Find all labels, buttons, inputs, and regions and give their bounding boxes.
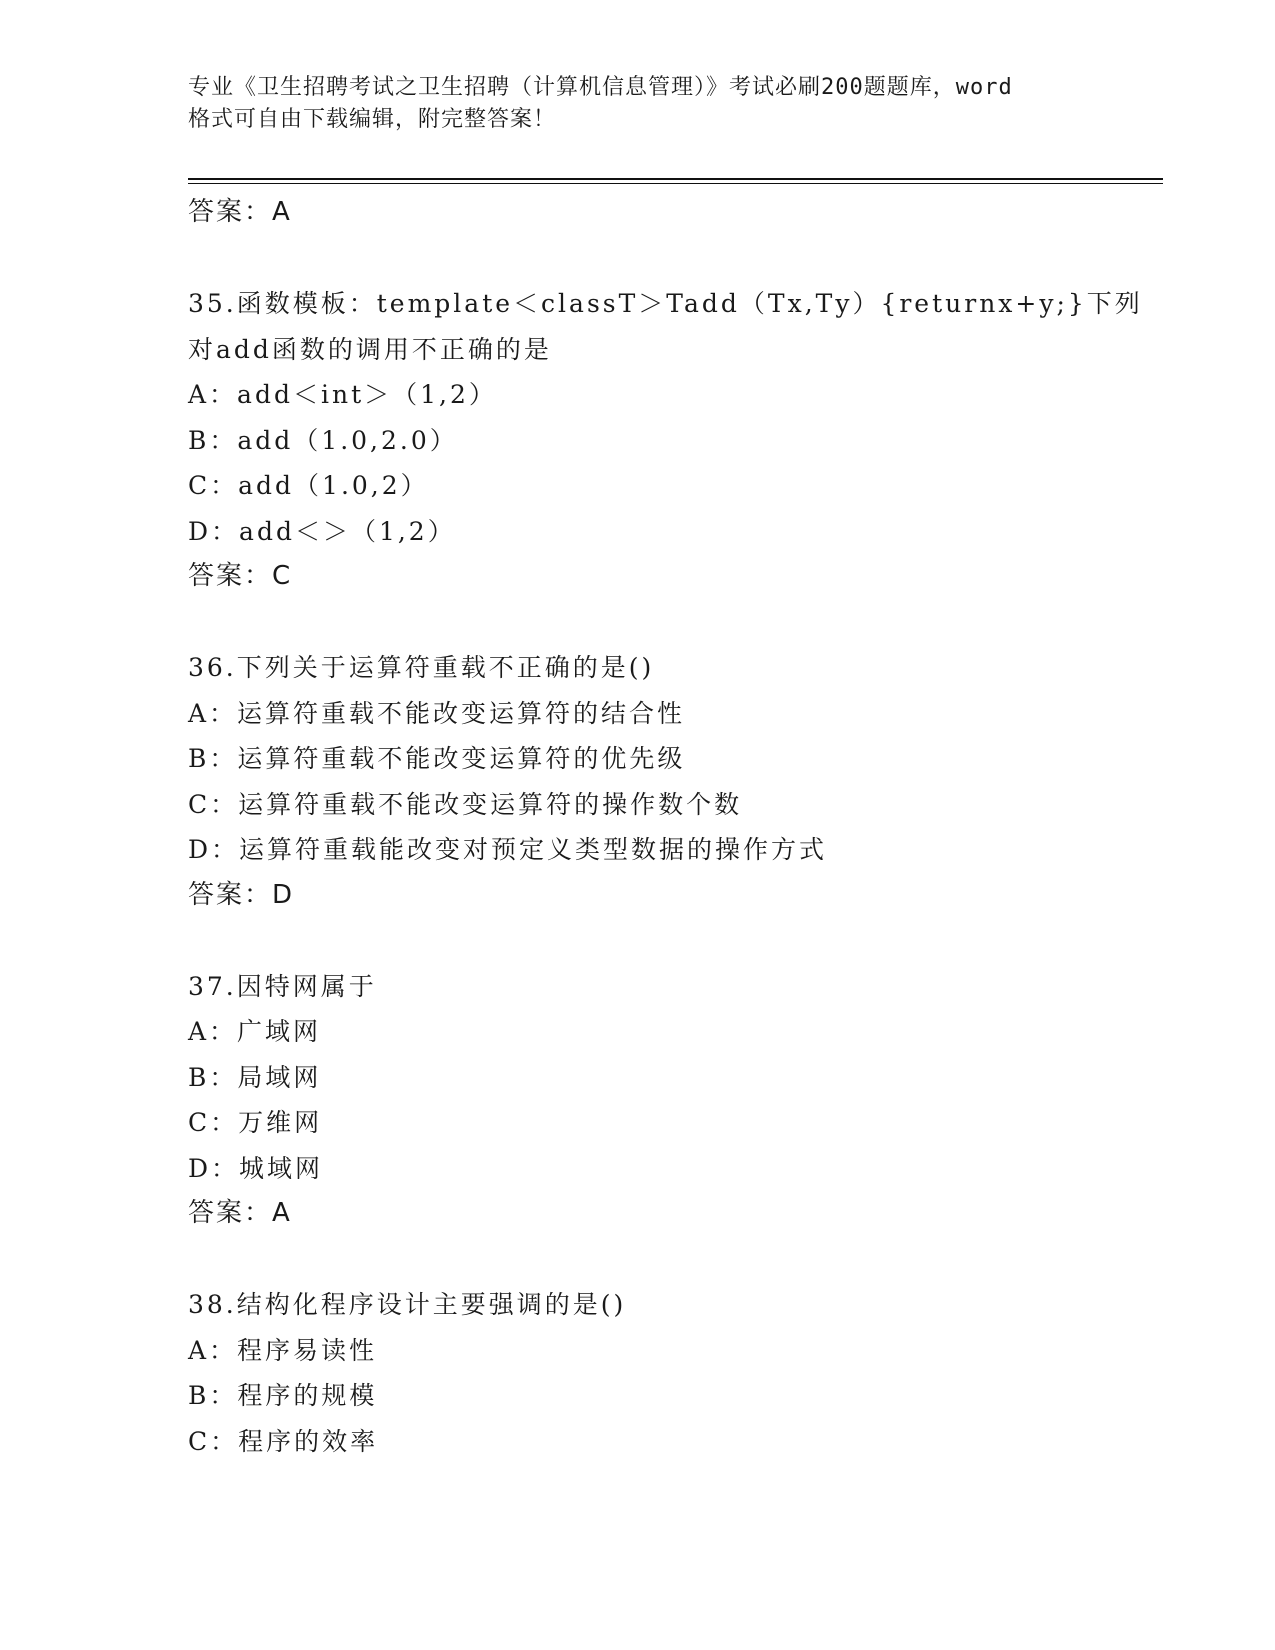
- header-divider-thick: [188, 178, 1163, 180]
- question-stem: 35.函数模板：template＜classT＞Tadd（Tx,Ty）{returnx+y;}下列: [188, 289, 1143, 318]
- option-a: A：add＜int＞（1,2）: [188, 380, 497, 409]
- question-stem: 38.结构化程序设计主要强调的是(): [188, 1290, 627, 1319]
- option-c: C：运算符重载不能改变运算符的操作数个数: [188, 789, 743, 819]
- header-line-1: 专业《卫生招聘考试之卫生招聘（计算机信息管理）》考试必刷200题题库，word: [188, 75, 1013, 100]
- option-d: D：运算符重载能改变对预定义类型数据的操作方式: [188, 835, 828, 864]
- option-b: B：局域网: [188, 1062, 322, 1092]
- option-a: A：广域网: [188, 1017, 322, 1046]
- option-c: C：程序的效率: [188, 1426, 379, 1456]
- option-a: A：运算符重载不能改变运算符的结合性: [188, 698, 686, 728]
- option-c: C：add（1.0,2）: [188, 471, 429, 500]
- option-b: B：运算符重载不能改变运算符的优先级: [188, 744, 686, 773]
- option-c: C：万维网: [188, 1108, 323, 1137]
- answer-line: 答案：A: [188, 197, 292, 227]
- question-37: [188, 964, 1128, 1237]
- question-stem: 37.因特网属于: [188, 971, 377, 1001]
- question-stem: 对add函数的调用不正确的是: [188, 334, 552, 364]
- question-38: [188, 1282, 1128, 1464]
- question-36: [188, 645, 1128, 918]
- answer-line: 答案：C: [188, 561, 293, 591]
- document-header: [188, 72, 1088, 136]
- option-b: B：add（1.0,2.0）: [188, 425, 458, 455]
- question-stem: 36.下列关于运算符重载不正确的是(): [188, 653, 655, 682]
- answer-line: 答案：D: [188, 879, 295, 910]
- spacer: [188, 600, 1128, 646]
- answer-line: 答案：A: [188, 1198, 292, 1228]
- header-line-2: 格式可自由下载编辑，附完整答案！: [188, 107, 557, 132]
- spacer: [188, 236, 1128, 282]
- spacer: [188, 1237, 1128, 1283]
- option-d: D：城域网: [188, 1153, 324, 1183]
- option-b: B：程序的规模: [188, 1381, 378, 1410]
- spacer: [188, 918, 1128, 964]
- question-35: [188, 281, 1143, 600]
- option-d: D：add＜＞（1,2）: [188, 516, 456, 546]
- option-a: A：程序易读性: [188, 1335, 378, 1365]
- question-list: [188, 190, 1143, 1464]
- header-divider-thin: [188, 183, 1163, 184]
